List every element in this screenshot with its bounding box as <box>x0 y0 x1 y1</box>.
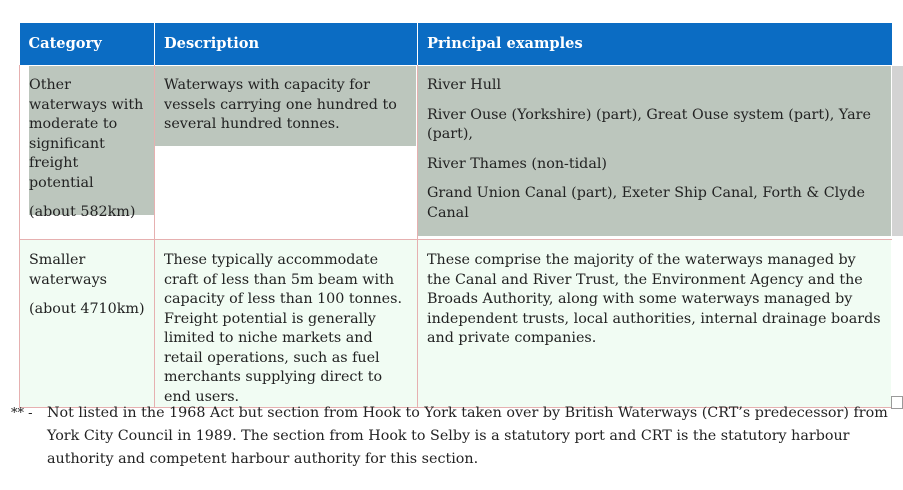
example-item: River Ouse (Yorkshire) (part), Great Ouse system (part), Yare (part), <box>427 106 871 142</box>
example-item: Grand Union Canal (part), Exeter Ship Canal, Forth & Clyde Canal <box>427 185 865 221</box>
table-row <box>20 65 892 240</box>
table-row <box>20 240 892 408</box>
table-header-row <box>20 23 892 65</box>
footnote-text: Not listed in the 1968 Act but section from Hook to York taken over by British Waterways (CRT’s predecessor) from York City Council in 1989. The section from Hook to Selby is a statutory port and CRT is the statutory harbour authority and competent harbour authority for this section. <box>47 405 888 467</box>
header-description: Description <box>155 23 418 65</box>
category-cell <box>20 65 155 240</box>
category-name: Other waterways with moderate to significant freight potential <box>29 77 144 191</box>
header-principal-examples: Principal examples <box>418 23 892 65</box>
example-item: These comprise the majority of the waterways managed by the Canal and River Trust, the Environment Agency and the Broads Authority, along with some waterways managed by independent trusts, local authorities, internal drainage boards and private companies. <box>427 252 881 346</box>
category-name: Smaller waterways <box>29 252 107 288</box>
description-text: These typically accommodate craft of less than 5m beam with capacity of less than 100 tonnes. Freight potential is generally limited to niche markets and retail operations, such as fuel merchants supplying direct to end users. <box>164 252 403 405</box>
category-length: (about 582km) <box>29 204 136 220</box>
description-cell <box>155 65 418 240</box>
category-length: (about 4710km) <box>29 301 145 317</box>
example-item: River Thames (non-tidal) <box>427 155 607 172</box>
description-text: Waterways with capacity for vessels carrying one hundred to several hundred tonnes. <box>164 77 397 132</box>
description-cell <box>155 240 418 408</box>
example-item: River Hull <box>427 77 502 93</box>
examples-cell <box>418 240 892 408</box>
waterways-table <box>19 23 892 408</box>
footnote-marker: ** - <box>11 406 33 421</box>
highlight-edge-strip <box>891 66 903 236</box>
examples-cell <box>418 65 892 240</box>
header-category: Category <box>20 23 155 65</box>
category-cell <box>20 240 155 408</box>
